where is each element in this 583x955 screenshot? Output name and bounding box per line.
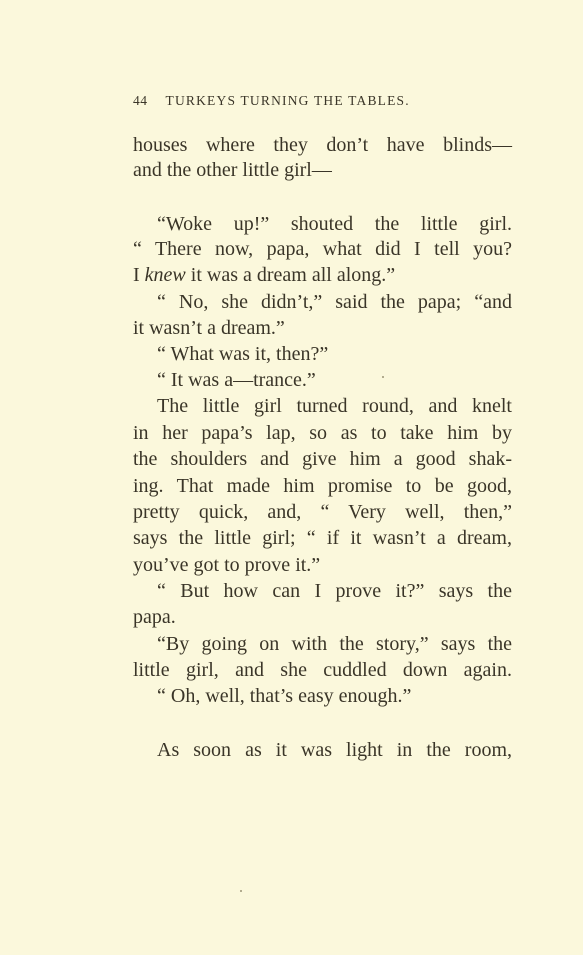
text-line-2: and the other little girl—	[133, 159, 332, 181]
running-title: TURKEYS TURNING THE TABLES.	[165, 93, 410, 108]
text-line-17: “ But how can I prove it?” says the	[157, 580, 512, 602]
text-line-20: little girl, and she cuddled down again.	[133, 659, 512, 681]
text-line-12: the shoulders and give him a good shak-	[133, 448, 512, 470]
paper-speck	[240, 890, 242, 892]
text-line-21: “ Oh, well, that’s easy enough.”	[157, 685, 412, 707]
text-line-5	[133, 263, 395, 287]
page-number: 44	[133, 93, 148, 108]
text-line-4: “ There now, papa, what did I tell you?	[133, 238, 512, 260]
text-line-18: papa.	[133, 606, 176, 628]
text-line-22: As soon as it was light in the room,	[157, 739, 512, 761]
text-line-10: The little girl turned round, and knelt	[157, 395, 512, 417]
paper-speck	[382, 376, 384, 378]
text-line-9: “ It was a—trance.”	[157, 369, 316, 391]
text-line-11: in her papa’s lap, so as to take him by	[133, 422, 512, 444]
running-header	[133, 93, 513, 109]
text-line-14: pretty quick, and, “ Very well, then,”	[133, 501, 512, 523]
text-line-15: says the little girl; “ if it wasn’t a dream,	[133, 527, 512, 549]
text-line-6: “ No, she didn’t,” said the papa; “and	[157, 291, 512, 313]
text-line-19: “By going on with the story,” says the	[157, 633, 512, 655]
emphasis-knew: knew	[144, 264, 186, 286]
text-line-1: houses where they don’t have blinds—	[133, 134, 512, 156]
text-line-3: “Woke up!” shouted the little girl.	[157, 213, 512, 235]
line5-prefix: I	[133, 264, 140, 286]
text-line-16: you’ve got to prove it.”	[133, 554, 321, 576]
line5-rest: it was a dream all along.”	[190, 264, 396, 286]
text-line-13: ing. That made him promise to be good,	[133, 475, 512, 497]
text-line-7: it wasn’t a dream.”	[133, 317, 285, 339]
text-line-8: “ What was it, then?”	[157, 343, 329, 365]
